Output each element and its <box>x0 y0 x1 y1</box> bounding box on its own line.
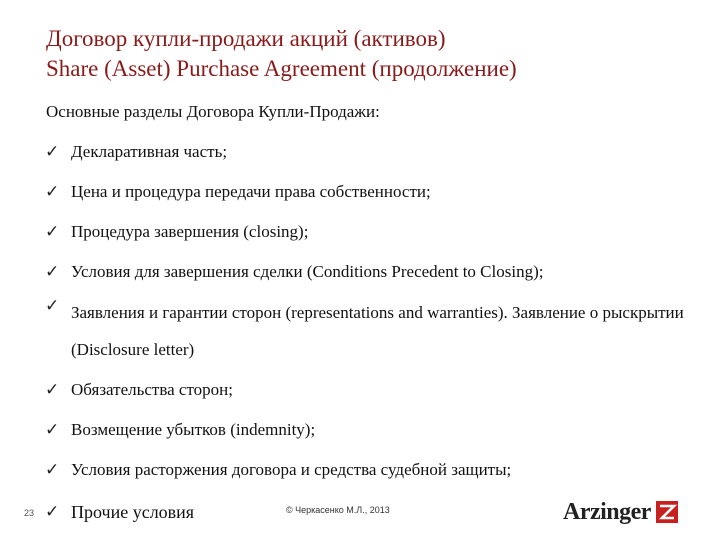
page-number: 23 <box>24 508 35 518</box>
company-logo <box>563 497 678 527</box>
checkmark-icon: ✓ <box>45 222 60 242</box>
checkmark-icon: ✓ <box>45 380 60 400</box>
title-russian: Договор купли-продажи акций (активов) <box>46 26 446 51</box>
list-item <box>45 260 695 284</box>
checkmark-icon: ✓ <box>45 420 60 440</box>
title-english: Share (Asset) Purchase Agreement (продолжение) <box>46 56 517 81</box>
list-item-text: Процедура завершения (closing); <box>71 222 309 241</box>
list-item <box>45 220 695 244</box>
checkmark-icon: ✓ <box>45 502 60 522</box>
list-item-text: Условия расторжения договора и средства судебной защиты; <box>71 460 512 479</box>
list-item-text: Декларативная часть; <box>71 142 228 161</box>
intro-text: Основные разделы Договора Купли-Продажи: <box>46 102 380 121</box>
copyright: © Черкасенко М.Л., 2013 <box>286 505 390 515</box>
list-item <box>45 180 695 204</box>
checkmark-icon: ✓ <box>45 262 60 282</box>
slide-title <box>46 24 686 84</box>
logo-mark-icon <box>656 501 678 523</box>
list-item-text: Обязательства сторон; <box>71 380 233 399</box>
list-item <box>45 140 695 164</box>
checkmark-icon: ✓ <box>45 142 60 162</box>
list-item <box>45 378 695 402</box>
list-item <box>45 458 695 482</box>
logo-text: Arzinger <box>563 499 651 525</box>
list-item-text: Прочие условия <box>71 502 195 522</box>
list-item-text: Условия для завершения сделки (Conditions Precedent to Closing); <box>71 262 544 281</box>
checkmark-icon: ✓ <box>45 182 60 202</box>
list-item-text: Заявления и гарантии сторон (representations and warranties). Заявление о рыскрытии (Disclosure letter) <box>71 303 684 359</box>
list-item <box>45 296 695 368</box>
list-item-text: Цена и процедура передачи права собственности; <box>71 182 431 201</box>
list-item <box>45 418 695 442</box>
checkmark-icon: ✓ <box>45 460 60 480</box>
checkmark-icon: ✓ <box>45 296 60 316</box>
list-item-text: Возмещение убытков (indemnity); <box>71 420 316 439</box>
